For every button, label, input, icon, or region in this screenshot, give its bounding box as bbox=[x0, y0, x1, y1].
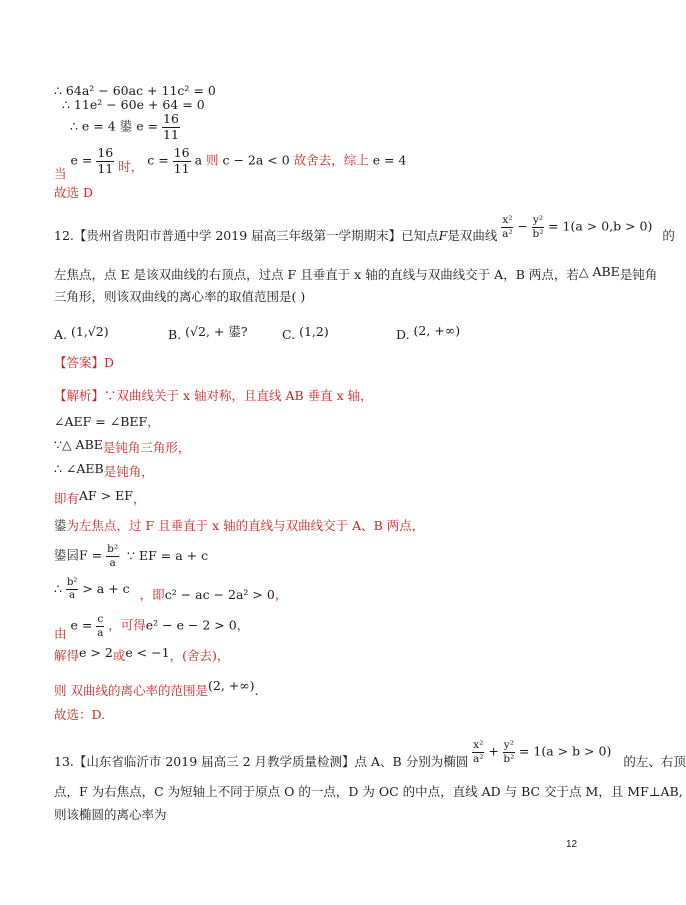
q12-fraction-y bbox=[532, 215, 544, 239]
q12-sol-10 bbox=[54, 645, 230, 663]
therefore: ∴ bbox=[54, 581, 62, 596]
frac-den: 11 bbox=[173, 160, 190, 176]
or-text: 或 bbox=[112, 648, 126, 663]
option-label: B. bbox=[168, 327, 182, 342]
q12-line-2-text: 左焦点，点 E 是该双曲线的右顶点，过点 F 且垂直于 x 轴的直线与双曲线交于 A，B 两点，若 bbox=[54, 267, 579, 282]
frac-den: a bbox=[69, 590, 76, 601]
frac-num: x² bbox=[473, 739, 484, 751]
frac-den: a² bbox=[502, 227, 513, 240]
frac-num: b² bbox=[107, 543, 119, 555]
ji-you: 即有 bbox=[54, 491, 80, 506]
eq-line-3-garbled: 鍙 bbox=[119, 118, 133, 134]
eq-line-4 bbox=[54, 145, 407, 181]
q13-prefix: 13.【山东省临沂市 2019 届高三 2 月教学质量检测】点 A、B 分别为椭圆 bbox=[54, 753, 469, 769]
option-value: (√2, + 鍙? bbox=[185, 324, 248, 339]
page-number: 12 bbox=[566, 839, 578, 850]
q12-sol-7 bbox=[54, 544, 208, 568]
comma: ， bbox=[147, 414, 160, 429]
solution-tag: 【解析】 bbox=[54, 388, 105, 403]
q12-sol-8 bbox=[54, 578, 287, 601]
q12-F: F bbox=[438, 227, 448, 243]
q13-line-2: 点，F 为右焦点，C 为短轴上不同于原点 O 的一点，D 为 OC 的中点，直线 AD 与 BC 交于点 M，且 MF⊥AB, bbox=[54, 784, 683, 799]
frac-num: y² bbox=[503, 739, 514, 751]
q12-mid: 是双曲线 bbox=[447, 227, 498, 243]
option-label: C. bbox=[282, 327, 296, 342]
ji-text: ，即 bbox=[139, 587, 165, 602]
frac-den: 11 bbox=[163, 126, 179, 142]
sol-1-text: ∵双曲线关于 x 轴对称，且直线 AB 垂直 x 轴， bbox=[104, 388, 373, 403]
frac-den: 11 bbox=[97, 160, 114, 176]
f-eq: F = bbox=[79, 547, 103, 563]
q13-fraction-y bbox=[503, 740, 515, 764]
q13-plus: + bbox=[488, 743, 499, 759]
range-text: 则 双曲线的离心率的范围是 bbox=[54, 683, 208, 698]
frac-num: 16 bbox=[97, 145, 114, 160]
q12-sol-3 bbox=[54, 437, 191, 455]
comma: ， bbox=[274, 587, 288, 602]
angle-equality: ∠AEF = ∠BEF bbox=[54, 414, 148, 429]
fraction-c-a bbox=[96, 614, 104, 638]
angle-aeb: ∴ ∠AEB bbox=[54, 461, 104, 476]
when-text: 当 bbox=[54, 165, 67, 181]
eq-line-3 bbox=[70, 113, 180, 141]
fraction-c bbox=[173, 147, 191, 175]
shi-text: 时， bbox=[118, 158, 144, 174]
eq-line-3-e: e = bbox=[136, 118, 159, 134]
triangle-abe: ∵△ ABE bbox=[54, 437, 103, 452]
q12-minus: − bbox=[517, 218, 528, 234]
frac-den: a bbox=[109, 556, 116, 569]
q12-sol-1 bbox=[54, 390, 373, 403]
then-text: 则 bbox=[206, 152, 219, 168]
quadratic-ineq: c² − ac − 2a² > 0 bbox=[164, 587, 275, 602]
q12-de: 的 bbox=[662, 227, 675, 243]
q13-line-1 bbox=[54, 739, 686, 769]
period: . bbox=[254, 683, 259, 698]
fraction-16-11 bbox=[162, 113, 180, 141]
frac-num: 16 bbox=[173, 145, 190, 160]
a-var: a bbox=[194, 152, 203, 168]
q12-sol-5 bbox=[54, 488, 146, 506]
q13-fraction-x bbox=[472, 740, 484, 764]
you-text: 由 bbox=[54, 625, 67, 641]
q12-line-2 bbox=[54, 264, 658, 282]
q12-option-a bbox=[54, 324, 109, 342]
frac-den: b² bbox=[503, 752, 515, 765]
option-value: (1,√2) bbox=[71, 324, 109, 339]
option-label: D. bbox=[396, 327, 410, 342]
range-value: (2, +∞) bbox=[207, 678, 255, 693]
q12-sol-4 bbox=[54, 461, 154, 479]
frac-den: a bbox=[97, 626, 104, 639]
q12-fraction-x bbox=[501, 215, 513, 239]
q12-eq: = 1(a > 0,b > 0) bbox=[548, 218, 653, 234]
obtuse-angle: 是钝角， bbox=[103, 464, 154, 479]
q12-sol-9 bbox=[54, 613, 250, 641]
frac-num: c bbox=[97, 613, 104, 625]
inequality: c − 2a < 0 bbox=[222, 152, 290, 168]
q13-eq: = 1(a > b > 0) bbox=[518, 743, 612, 759]
q12-sol-11 bbox=[54, 678, 259, 698]
q12-prefix: 12.【贵州省贵阳市普通中学 2019 届高三年级第一学期期末】已知点 bbox=[54, 227, 439, 243]
q12-triangle: △ ABE bbox=[578, 264, 620, 279]
q12-sol-6 bbox=[54, 520, 424, 533]
q12-option-d bbox=[396, 323, 461, 342]
conclusion-text: 故舍去，综上 bbox=[293, 152, 369, 168]
eq-line-2: ∴ 11e² − 60e + 64 = 0 bbox=[62, 97, 205, 112]
e-eq: e = bbox=[70, 617, 93, 633]
q12-line-3: 三角形，则该双曲线的离心率的取值范围是( ) bbox=[54, 289, 306, 304]
option-label: A. bbox=[54, 327, 68, 342]
e-gt-2: e > 2 bbox=[79, 645, 113, 660]
comma: ， bbox=[132, 491, 146, 506]
frac-num: y² bbox=[532, 214, 544, 226]
garbled-text: 鍙囩 bbox=[54, 547, 80, 563]
frac-num: x² bbox=[502, 214, 513, 226]
ke-de-text: ，可得 bbox=[108, 617, 146, 633]
fraction-b2-a bbox=[106, 544, 119, 568]
q12-line-1 bbox=[54, 214, 675, 243]
q13-line-3: 则该椭圆的离心率为 bbox=[54, 807, 167, 822]
gt-a-plus-c: > a + c bbox=[82, 581, 130, 596]
eq-line-1: ∴ 64a² − 60ac + 11c² = 0 bbox=[54, 83, 216, 98]
option-value: (1,2) bbox=[299, 324, 329, 339]
obtuse-triangle: 是钝角三角形， bbox=[102, 440, 191, 455]
choose-d-top: 故选 D bbox=[54, 185, 93, 200]
e-lt-neg1: e < −1 bbox=[125, 645, 170, 660]
jie-de-text: 解得 bbox=[54, 648, 80, 663]
q12-obtuse: 是钝角 bbox=[619, 267, 658, 282]
ef-eq: ∵ EF = a + c bbox=[127, 547, 209, 563]
q13-suffix: 的左、右顶 bbox=[623, 753, 686, 769]
frac-num: 16 bbox=[163, 111, 179, 126]
fraction-b2-a bbox=[66, 578, 78, 601]
left-focus-text: 为左焦点，过 F 且垂直于 x 轴的直线与双曲线交于 A、B 两点， bbox=[66, 518, 425, 533]
eq-line-3-a: ∴ e = 4 bbox=[70, 118, 116, 134]
option-value: (2, +∞) bbox=[413, 323, 461, 338]
e-ineq: e² − e − 2 > 0 bbox=[145, 617, 237, 633]
af-gt-ef: AF > EF bbox=[79, 488, 133, 503]
final-e: e = 4 bbox=[372, 152, 407, 168]
fraction-e bbox=[96, 147, 114, 175]
garbled-text: 鍙 bbox=[54, 518, 67, 533]
frac-num: b² bbox=[66, 577, 78, 588]
frac-den: b² bbox=[532, 227, 544, 240]
q12-option-b bbox=[168, 324, 248, 342]
q12-option-c bbox=[282, 324, 329, 342]
e-eq: e = bbox=[70, 152, 93, 168]
q12-choose: 故选：D. bbox=[54, 707, 106, 722]
q12-sol-2 bbox=[54, 416, 160, 429]
comma: ， bbox=[236, 617, 250, 633]
frac-den: a² bbox=[473, 752, 484, 765]
discard-text: ，(舍去)， bbox=[169, 648, 230, 663]
c-eq: c = bbox=[147, 152, 169, 168]
q12-answer: 【答案】D bbox=[54, 355, 115, 370]
